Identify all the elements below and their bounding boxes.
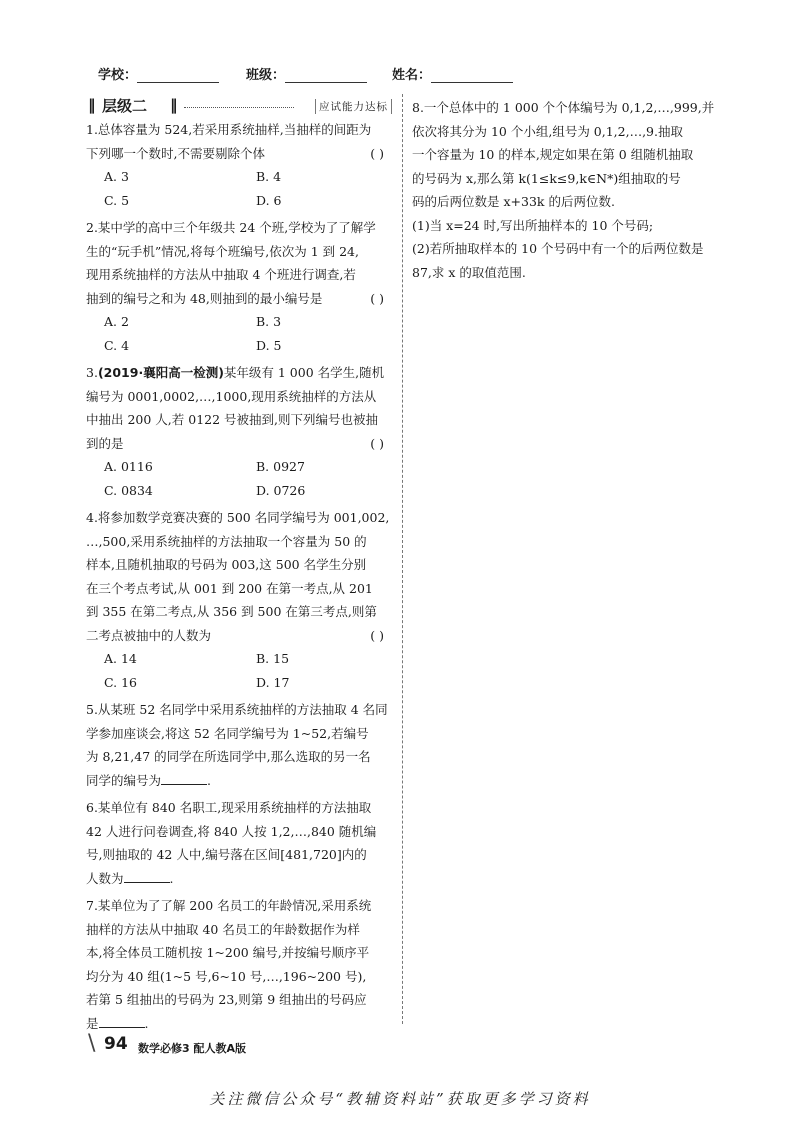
q4-line: 到 355 在第二考点,从 356 到 500 在第三考点,则第 bbox=[86, 604, 377, 619]
name-label: 姓名： bbox=[392, 68, 432, 83]
column-divider bbox=[402, 94, 403, 1024]
q7-line bbox=[86, 1012, 392, 1036]
option-d: D. 17 bbox=[256, 674, 290, 690]
q8-subquestion-2: (2)若所抽取样本的 10 个号码中有一个的后两位数是 bbox=[412, 241, 704, 256]
question-7 bbox=[86, 894, 392, 1035]
answer-paren: ( ) bbox=[370, 435, 384, 451]
answer-blank bbox=[161, 770, 207, 785]
book-title: 数学必修3 配人教A版 bbox=[138, 1042, 246, 1055]
q3-line bbox=[86, 361, 392, 385]
answer-paren: ( ) bbox=[370, 627, 384, 643]
left-column bbox=[86, 96, 392, 1035]
name-field bbox=[392, 64, 513, 83]
q4-line: 在三个考点考试,从 001 到 200 在第一考点,从 201 bbox=[86, 580, 373, 596]
q4-options bbox=[86, 647, 392, 694]
q2-options bbox=[86, 310, 392, 357]
option-a: A. 14 bbox=[104, 651, 137, 666]
option-b: B. 4 bbox=[256, 169, 282, 184]
q2-line: 2.某中学的高中三个年级共 24 个班,学校为了了解学 bbox=[86, 220, 376, 235]
option-c: C. 0834 bbox=[104, 482, 153, 498]
answer-paren: ( ) bbox=[370, 290, 384, 306]
option-d: D. 6 bbox=[256, 192, 282, 208]
q4-line: …,500,采用系统抽样的方法抽取一个容量为 50 的 bbox=[86, 533, 367, 549]
q7-line-text: 是 bbox=[86, 1015, 99, 1031]
class-field bbox=[246, 64, 367, 83]
level-bars-right: ‖ bbox=[170, 96, 178, 114]
q5-line: 为 8,21,47 的同学在所选同学中,那么选取的另一名 bbox=[86, 749, 371, 764]
q2-line bbox=[86, 287, 392, 311]
question-4 bbox=[86, 506, 392, 694]
level-dotted-rule bbox=[184, 107, 294, 108]
option-b: B. 0927 bbox=[256, 459, 305, 474]
level-title: 层级二 bbox=[102, 97, 148, 115]
q4-line: 4.将参加数学竞赛决赛的 500 名同学编号为 001,002, bbox=[86, 510, 390, 525]
promo-banner: 关注微信公众号“教辅资料站”获取更多学习资料 bbox=[209, 1090, 591, 1108]
q7-line: 7.某单位为了了解 200 名员工的年龄情况,采用系统 bbox=[86, 898, 372, 913]
q5-line bbox=[86, 769, 392, 793]
q8-line: 码的后两位数是 x+33k 的后两位数. bbox=[412, 194, 615, 209]
school-label: 学校： bbox=[98, 68, 138, 83]
q8-line: 8.一个总体中的 1 000 个个体编号为 0,1,2,…,999,并 bbox=[412, 100, 715, 115]
school-blank bbox=[137, 68, 219, 83]
q2-line-text: 抽到的编号之和为 48,则抽到的最小编号是 bbox=[86, 290, 323, 306]
answer-paren: ( ) bbox=[370, 145, 384, 161]
question-3 bbox=[86, 361, 392, 502]
option-b: B. 15 bbox=[256, 651, 290, 666]
level-subtitle: 应试能力达标 bbox=[315, 99, 392, 114]
q1-options bbox=[86, 165, 392, 212]
q7-line: 本,将全体员工随机按 1~200 编号,并按编号顺序平 bbox=[86, 945, 370, 960]
footer-slash: \ bbox=[88, 1031, 96, 1056]
option-a: A. 0116 bbox=[104, 459, 153, 474]
option-c: C. 16 bbox=[104, 674, 137, 690]
name-blank bbox=[431, 68, 513, 83]
q6-line bbox=[86, 867, 392, 891]
q6-line-text: 人数为 bbox=[86, 870, 124, 886]
question-1 bbox=[86, 118, 392, 212]
level-heading bbox=[86, 96, 392, 118]
q3-number: 3. bbox=[86, 365, 98, 380]
class-blank bbox=[285, 68, 367, 83]
q1-line bbox=[86, 142, 392, 166]
question-8 bbox=[412, 96, 715, 284]
q5-period: . bbox=[207, 772, 211, 788]
q6-line: 42 人进行问卷调查,将 840 人按 1,2,…,840 随机编 bbox=[86, 823, 377, 839]
q1-line: 1.总体容量为 524,若采用系统抽样,当抽样的间距为 bbox=[86, 122, 372, 137]
q5-line: 学参加座谈会,将这 52 名同学编号为 1~52,若编号 bbox=[86, 725, 369, 741]
question-2 bbox=[86, 216, 392, 357]
q7-line: 若第 5 组抽出的号码为 23,则第 9 组抽出的号码应 bbox=[86, 992, 367, 1007]
q7-line: 抽样的方法从中抽取 40 名员工的年龄数据作为样 bbox=[86, 921, 360, 937]
q4-line: 样本,且随机抽取的号码为 003,这 500 名学生分别 bbox=[86, 557, 367, 572]
option-c: C. 5 bbox=[104, 192, 130, 208]
page-number: 94 bbox=[104, 1034, 128, 1054]
q8-line: 依次将其分为 10 个小组,组号为 0,1,2,…,9.抽取 bbox=[412, 123, 683, 139]
q8-line: 的号码为 x,那么第 k(1≤k≤9,k∈N*)组抽取的号 bbox=[412, 170, 681, 186]
q8-subquestion-2-cont: 87,求 x 的取值范围. bbox=[412, 264, 526, 280]
question-6 bbox=[86, 796, 392, 890]
q2-line: 生的“玩手机”情况,将每个班编号,依次为 1 到 24, bbox=[86, 243, 359, 259]
q5-line-text: 同学的编号为 bbox=[86, 772, 162, 788]
q7-line: 均分为 40 组(1~5 号,6~10 号,…,196~200 号), bbox=[86, 968, 367, 984]
school-field bbox=[98, 64, 219, 83]
q6-period: . bbox=[169, 870, 174, 886]
q3-line: 中抽出 200 人,若 0122 号被抽到,则下列编号也被抽 bbox=[86, 412, 379, 427]
question-5 bbox=[86, 698, 392, 792]
answer-blank bbox=[124, 868, 170, 883]
option-a: A. 3 bbox=[104, 169, 129, 184]
option-b: B. 3 bbox=[256, 314, 282, 329]
q2-line: 现用系统抽样的方法从中抽取 4 个班进行调查,若 bbox=[86, 267, 356, 282]
option-c: C. 4 bbox=[104, 337, 130, 353]
q1-line-text: 下列哪一个数时,不需要剔除个体 bbox=[86, 145, 265, 161]
q8-line: 一个容量为 10 的样本,规定如果在第 0 组随机抽取 bbox=[412, 147, 694, 162]
q5-line: 5.从某班 52 名同学中采用系统抽样的方法抽取 4 名同 bbox=[86, 702, 388, 717]
q3-line: 编号为 0001,0002,…,1000,现用系统抽样的方法从 bbox=[86, 388, 377, 404]
q3-source-tag: (2019·襄阳高一检测) bbox=[97, 365, 224, 380]
answer-blank bbox=[99, 1013, 145, 1028]
option-d: D. 0726 bbox=[256, 482, 306, 498]
option-d: D. 5 bbox=[256, 337, 282, 353]
right-column bbox=[412, 96, 715, 284]
class-label: 班级： bbox=[246, 68, 286, 83]
q4-line-text: 二考点被抽中的人数为 bbox=[86, 627, 212, 643]
q3-line-text: 某年级有 1 000 名学生,随机 bbox=[223, 365, 385, 380]
q4-line bbox=[86, 624, 392, 648]
option-a: A. 2 bbox=[104, 314, 129, 329]
q7-period: . bbox=[144, 1015, 149, 1031]
q3-line-text: 到的是 bbox=[86, 435, 124, 451]
q3-line bbox=[86, 432, 392, 456]
student-info-header bbox=[98, 64, 538, 84]
q6-line: 号,则抽取的 42 人中,编号落在区间[481,720]内的 bbox=[86, 847, 367, 862]
q8-subquestion-1: (1)当 x=24 时,写出所抽样本的 10 个号码; bbox=[412, 217, 654, 233]
q6-line: 6.某单位有 840 名职工,现采用系统抽样的方法抽取 bbox=[86, 800, 372, 815]
q3-options bbox=[86, 455, 392, 502]
level-bars-left: ‖ bbox=[88, 96, 96, 114]
